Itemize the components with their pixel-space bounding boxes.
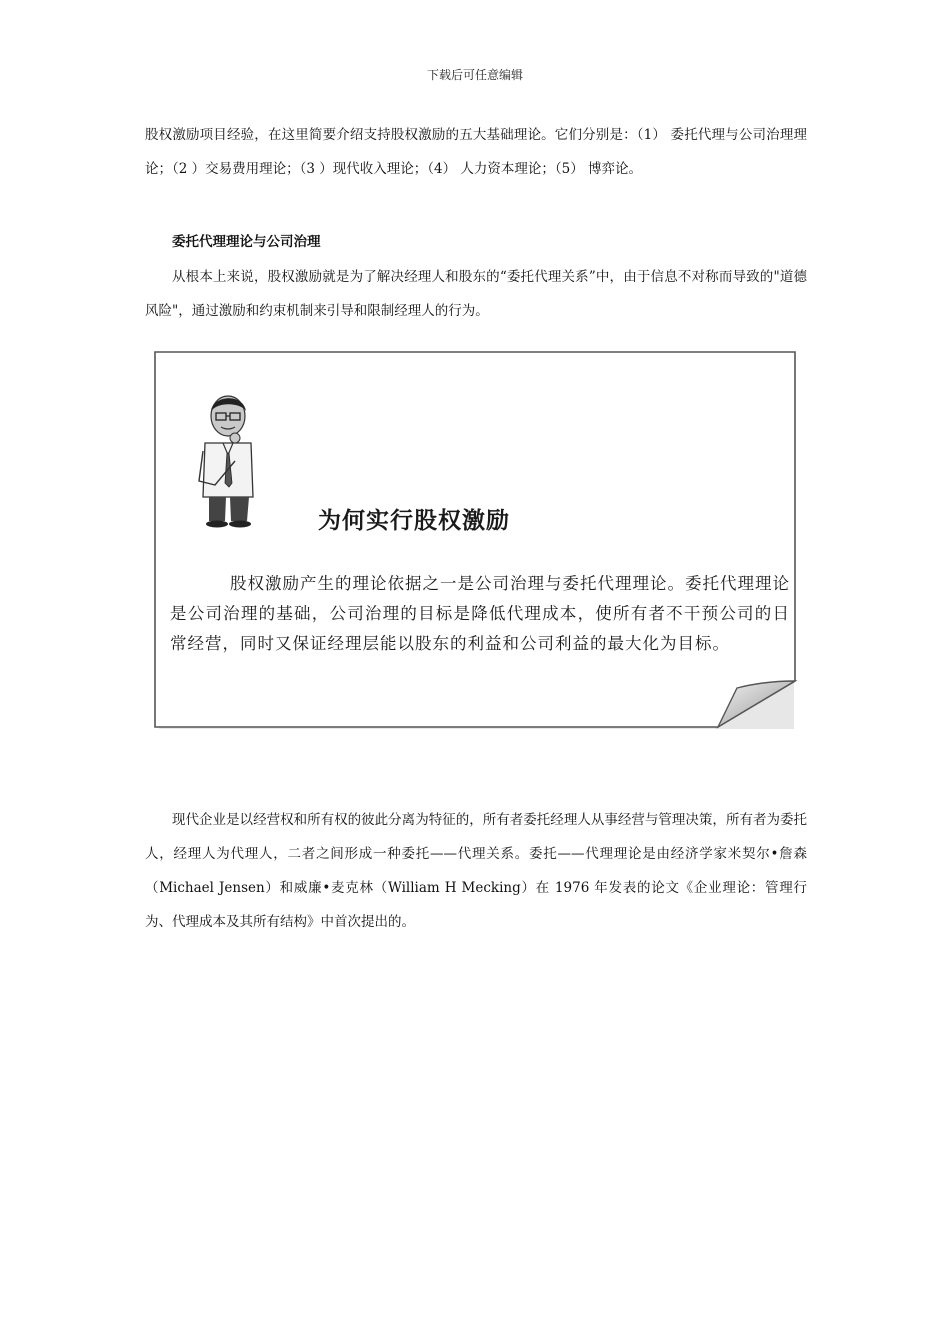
section-paragraph-2: 现代企业是以经营权和所有权的彼此分离为特征的，所有者委托经理人从事经营与管理决策，所有者为委托人，经理人为代理人，二者之间形成一种委托——代理关系。委托——代理理论是由经济学家米契尔•詹森（Michael Jensen）和威廉•麦克林（William H Mecking）在 1976 年发表的论文《企业理论：管理行为、代理成本及其所有结构》中首次提出的。 xyxy=(145,812,807,930)
intro-paragraph: 股权激励项目经验，在这里简要介绍支持股权激励的五大基础理论。它们分别是：（1） 委托代理与公司治理理论；（2 ）交易费用理论；（3 ）现代收入理论；（4） 人力资本理论；（5） 博弈论。 xyxy=(145,127,807,177)
section-paragraph-1: 从根本上来说，股权激励就是为了解决经理人和股东的“委托代理关系”中，由于信息不对称而导致的"道德风险"，通过激励和约束机制来引导和限制经理人的行为。 xyxy=(145,269,807,319)
figure-body-text: 股权激励产生的理论依据之一是公司治理与委托代理理论。委托代理理论是公司治理的基础，公司治理的目标是降低代理成本，使所有者不干预公司的日常经营，同时又保证经理层能以股东的利益和公司利益的最大化为目标。 xyxy=(170,574,790,653)
section-heading: 委托代理理论与公司治理 xyxy=(172,234,321,250)
figure-title: 为何实行股权激励 xyxy=(318,508,510,534)
figure-card xyxy=(150,345,802,735)
thinking-man-icon xyxy=(195,391,265,531)
page-header: 下载后可任意编辑 xyxy=(426,68,523,82)
